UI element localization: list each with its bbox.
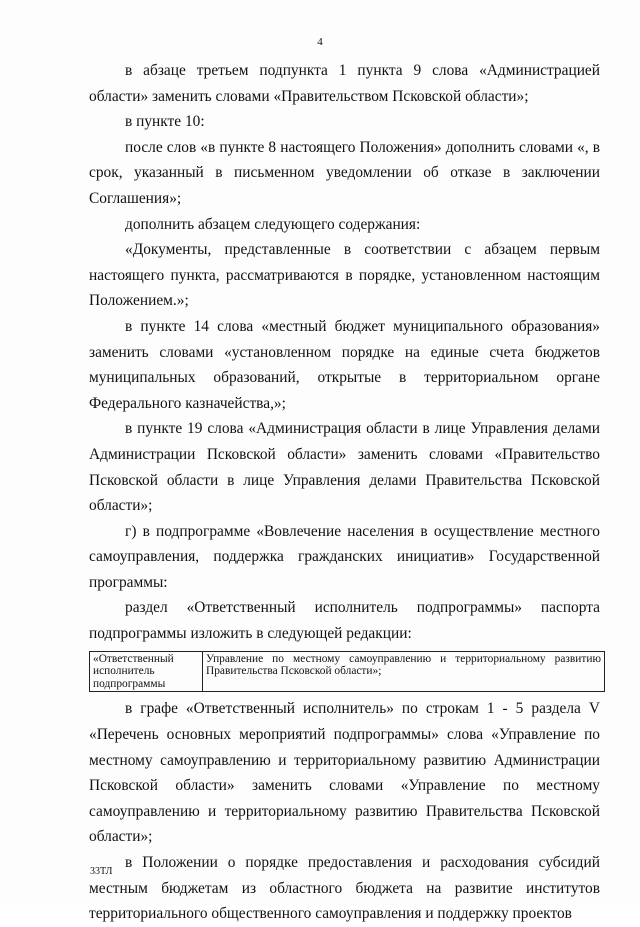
passport-table — [89, 651, 605, 693]
paragraph-3: после слов «в пункте 8 настоящего Положения» дополнить словами «, в срок, указанный в письменном уведомлении об отказе в заключении Соглашения»; — [89, 138, 600, 207]
paragraph-5: «Документы, представленные в соответствии с абзацем первым настоящего пункта, рассматриваются в порядке, установленном настоящим Положением.»; — [89, 241, 600, 310]
responsible-executor-table — [89, 651, 605, 693]
paragraph-1: в абзаце третьем подпункта 1 пункта 9 слова «Администрацией области» заменить словами «Правительством Псковской области»; — [89, 62, 600, 105]
table-row — [90, 651, 605, 692]
paragraph-7: в пункте 19 слова «Администрация области в лице Управления делами Администрации Псковской области» заменить словами «Правительство Псковской области в лице Управления делами Правительства Псковской области»; — [89, 420, 600, 515]
document-code: 33ТЛ — [90, 866, 113, 877]
table-cell-label: «Ответственный исполнитель подпрограммы — [90, 651, 203, 692]
paragraph-4: дополнить абзацем следующего содержания: — [125, 215, 421, 233]
table-cell-value: Управление по местному самоуправлению и территориальному развитию Правительства Псковской области»; — [203, 651, 605, 692]
paragraph-10: в графе «Ответственный исполнитель» по строкам 1 - 5 раздела V «Перечень основных мероприятий подпрограммы» слова «Управление по местному самоуправлению и территориальному развитию Администрации Псковской области» заменить словами «Управление по местному самоуправлению и территориальному развитию Правительства Псковской области»; — [89, 700, 600, 846]
paragraph-2: в пункте 10: — [125, 113, 205, 131]
page-number: 4 — [317, 36, 323, 48]
paragraph-6: в пункте 14 слова «местный бюджет муниципального образования» заменить словами «установленном порядке на единые счета бюджетов муниципальных образований, открытые в территориальном органе Федерального казначейства,»; — [89, 317, 600, 412]
paragraph-9: раздел «Ответственный исполнитель подпрограммы» паспорта подпрограммы изложить в следующей редакции: — [89, 599, 600, 643]
paragraph-8: г) в подпрограмме «Вовлечение населения в осуществление местного самоуправления, поддержка гражданских инициатив» Государственной программы: — [89, 522, 600, 591]
paragraph-11: в Положении о порядке предоставления и расходования субсидий местным бюджетам из областного бюджета на развитие институтов территориального общественного самоуправления и поддержку проектов — [89, 854, 600, 923]
document-body — [89, 58, 600, 927]
